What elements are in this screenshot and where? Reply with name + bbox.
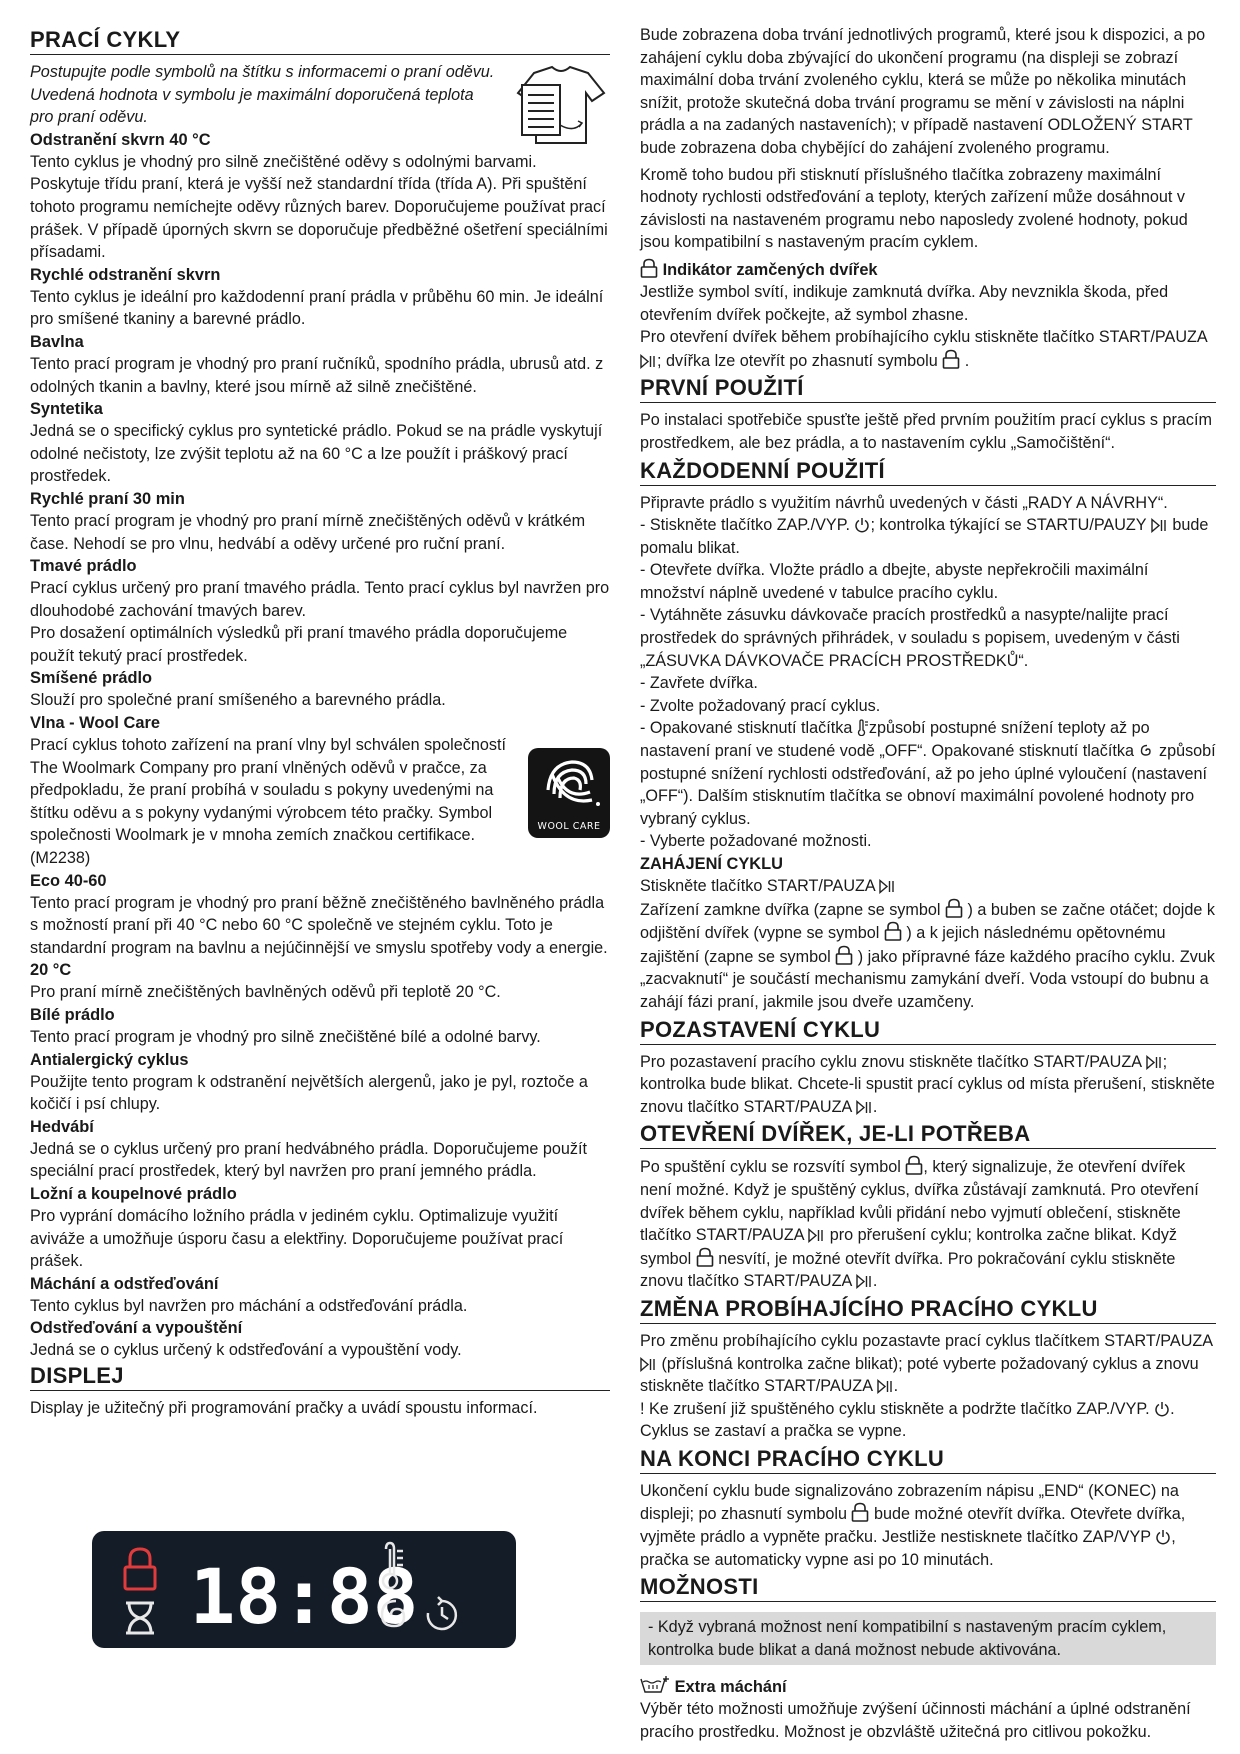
start-step (640, 875, 1216, 898)
start-step (640, 898, 1216, 1014)
spin-icon (1138, 743, 1154, 759)
woolmark-icon (528, 748, 610, 818)
wool-care-block (30, 712, 610, 870)
text-run: . (964, 351, 970, 370)
text-run: (příslušná kontrolka začne blikat); poté vyberte požadovaný cyklus a znovu stiskněte tlačítko START/PAUZA (640, 1354, 1199, 1396)
section-title-wash-cycles: PRACÍ CYKLY (30, 26, 610, 55)
program-text: Jedná se o cyklus určený k odstřeďování a vypouštění vody. (30, 1341, 462, 1360)
start-pause-icon (879, 879, 896, 894)
lock-icon (905, 1155, 923, 1175)
program-name: Hedvábí (30, 1117, 94, 1136)
lock-icon (942, 349, 960, 369)
text-run: , který signalizuje, že otevření dvířek není možné. Když je spuštěný cyklus, dvířka zůstávají zamknutá. Pro otevření dvířek během cyklu, například kvůli přidání nebo vyjmutí oblečení, stiskněte tlačítko START/PAUZA (640, 1158, 1199, 1245)
program-name: Odstranění skvrn 40 °C (30, 130, 211, 149)
daily-step: - Otevřete dvířka. Vložte prádlo a dbejte, abyste nepřekročili maximální množství náplně uvedené v tabulce pracího cyklu. (640, 561, 1149, 602)
daily-step: - Vyberte požadované možnosti. (640, 832, 872, 851)
program-name: Bílé prádlo (30, 1006, 115, 1024)
text-run: ; kontrolka týkající se STARTU/PAUZY (870, 516, 1147, 535)
program-text: Jedná se o cyklus určený pro praní hedvábného prádla. Doporučujeme použít speciální prací prostředek, který byl navržen pro praní jemného prádla. (30, 1139, 588, 1181)
text-run: - Opakované stisknutí tlačítka (640, 719, 853, 738)
display-panel-illustration (92, 1531, 516, 1648)
program-name: Antialergický cyklus (30, 1050, 189, 1069)
display-panel-svg (92, 1531, 516, 1648)
extra-rinse-label: Extra máchání (674, 1678, 787, 1697)
section-title-open-door: OTEVŘENÍ DVÍŘEK, JE-LI POTŘEBA (640, 1120, 1216, 1149)
program-name: Ložní a koupelnové prádlo (30, 1184, 237, 1203)
section-title-end-cycle: NA KONCI PRACÍHO CYKLU (640, 1445, 1216, 1474)
text-run: Ukončení cyklu bude signalizováno zobrazením nápisu „END“ (KONEC) na displeji; po zhasnutí symbolu (640, 1481, 1179, 1524)
text-run: způsobí postupné snížení teploty až po nastavení praní ve studené vodě „OFF“. Opakované stisknutí tlačítka (640, 719, 1150, 761)
program-text: Pro praní mírně znečištěných bavlněných oděvů při teplotě 20 °C. (30, 983, 501, 1002)
text-run: ) jako přípravné fáze každého pracího cyklu. Zvuk „zacvaknutí“ je součástí mechanismu zamykání dveří. Voda vstoupí do bubnu a zahájí fázi praní, jakmile jsou dveře uzamčeny. (640, 947, 1215, 1011)
program-name: Smíšené prádlo (30, 669, 153, 688)
text-run: . (872, 1272, 878, 1291)
text-run: . (893, 1377, 899, 1396)
left-column (30, 24, 610, 1420)
woolmark-text: WOOL CARE (537, 821, 601, 833)
program-name: Odstřeďování a vypouštění (30, 1319, 243, 1338)
text-run: bude možné otevřít dvířka. Otevřete dvířka, vyjměte prádlo a vypněte pračku. Jestliže nestisknete tlačítko ZAP/VYP (640, 1505, 1186, 1547)
lock-text-1: Jestliže symbol svítí, indikuje zamknutá dvířka. Aby nevznikla škoda, před otevřením dvířek počkejte, až symbol zhasne. (640, 282, 1169, 324)
daily-step: - Zavřete dvířka. (640, 674, 758, 693)
text-run: - Stiskněte tlačítko ZAP./VYP. (640, 516, 850, 535)
program-name: Vlna - Wool Care (30, 714, 160, 733)
program-name: Syntetika (30, 400, 103, 419)
power-icon (1154, 1401, 1170, 1417)
options-note: - Když vybraná možnost není kompatibilní s nastaveným pracím cyklem, kontrolka bude blikat a daná možnost nebude aktivována. (640, 1612, 1216, 1665)
lock-icon (945, 898, 963, 918)
start-pause-icon (1151, 518, 1168, 533)
text-run: , pračka se automaticky vypne asi po 10 minutách. (640, 1528, 1176, 1569)
lock-icon (696, 1247, 714, 1267)
text-run: . (872, 1097, 878, 1116)
start-pause-icon (1146, 1055, 1163, 1070)
program-name: Tmavé prádlo (30, 557, 137, 576)
program-name: Máchání a odstřeďování (30, 1274, 219, 1293)
program-name: Rychlé praní 30 min (30, 489, 185, 508)
shirt-label-icon (512, 63, 610, 147)
start-pause-icon (640, 1357, 657, 1372)
text-run: ) a buben se začne otáčet; dojde k odjištění dvířek (vypne se symbol (640, 900, 1215, 943)
display-info-text-2: Kromě toho budou při stisknutí příslušného tlačítka zobrazeny maximální hodnoty rychlosti odstřeďování a teploty, kterých zařízení může dosáhnout v závislosti na nastaveném programu nebo naposledy zvolené hodnoty, pokud jsou kompatibilní s nastaveným pracím cyklem. (640, 165, 1188, 252)
daily-step: - Zvolte požadovaný prací cyklus. (640, 696, 881, 715)
text-run: Pro otevření dvířek během probíhajícího cyklu stiskněte tlačítko START/PAUZA (640, 328, 1207, 347)
start-pause-icon (856, 1274, 873, 1289)
program-name: 20 °C (30, 961, 72, 980)
lock-indicator-label: Indikátor zamčených dvířek (662, 260, 878, 279)
text-run: Stiskněte tlačítko START/PAUZA (640, 877, 875, 895)
program-text: Prací cyklus určený pro praní tmavého prádla. Tento prací cyklus byl navržen pro dlouhodobé zachování tmavých barev. (30, 579, 610, 620)
section-title-options: MOŽNOSTI (640, 1573, 1216, 1602)
lock-icon (835, 945, 853, 965)
daily-step (640, 717, 1216, 830)
section-title-pause: POZASTAVENÍ CYKLU (640, 1016, 1216, 1045)
program-text: Tento cyklus je ideální pro každodenní praní prádla v průběhu 60 min. Je ideální pro smíšené tkaniny a barevné prádlo. (30, 287, 604, 329)
program-text: Použijte tento program k odstranění největších alergenů, jako je pyl, roztoče a kočičí i psí chlupy. (30, 1072, 588, 1114)
lock-text-2 (640, 326, 1216, 372)
start-cycle-title: ZAHÁJENÍ CYKLU (640, 855, 783, 873)
start-pause-icon (808, 1228, 825, 1243)
section-title-display: DISPLEJ (30, 1362, 610, 1391)
first-use-text: Po instalaci spotřebiče spusťte ještě před prvním použitím prací cyklus s pracím prostředkem, ale bez prádla, a to nastavením cyklu „Samočištění“. (640, 411, 1212, 452)
power-icon (1155, 1529, 1171, 1545)
lock-icon (125, 1549, 155, 1589)
extra-rinse-icon (640, 1675, 670, 1695)
program-text: Tento cyklus byl navržen pro máchání a odstřeďování prádla. (30, 1296, 468, 1315)
text-run: ; kontrolka bude blikat. Chcete-li spustit prací cyklus od místa přerušení, stiskněte znovu tlačítko START/PAUZA (640, 1052, 1215, 1116)
text-run: ) a k jejich následnému opětovnému zajištění (zapne se symbol (640, 924, 1166, 966)
right-column (640, 24, 1216, 1744)
program-name: Eco 40-60 (30, 871, 107, 890)
program-text: Tento cyklus je vhodný pro silně znečištěné oděvy s odolnými barvami. Poskytuje třídu praní, která je vyšší než standardní třída (třída A). Při spuštění tohoto programu nemíchejte oděvy různých barev. Doporučujeme používat prací prášek. V případě úporných skvrn se doporučuje předběžné ošetření speciálními přísadami. (30, 152, 608, 262)
daily-step: Připravte prádlo s využitím návrhů uvedených v části „RADY A NÁVRHY“. (640, 493, 1168, 512)
power-icon (854, 517, 870, 533)
program-name: Bavlna (30, 332, 84, 351)
program-text: Tento prací program je vhodný pro praní mírně znečištěných oděvů v krátkém čase. Nehodí se pro vlnu, hedvábí a oděvy určené pro ruční praní. (30, 511, 586, 553)
program-text: Slouží pro společné praní smíšeného a barevného prádla. (30, 691, 446, 710)
daily-step: - Vytáhněte zásuvku dávkovače pracích prostředků a nasypte/nalijte prací prostředek do správných přihrádek, v souladu s popisem, uvedeným v části „ZÁSUVKA DÁVKOVAČE PRACÍCH PROSTŘEDKŮ“. (640, 606, 1180, 670)
door-text (640, 1155, 1216, 1293)
extra-rinse-text: Výběr této možnosti umožňuje zvýšení účinnosti máchání a úplné odstranění pracího prostředku. Možnost je obzvláště užitečná pro citlivou pokožku. (640, 1700, 1191, 1742)
lock-indicator-title (640, 258, 1216, 281)
display-text: Display je užitečný při programování pračky a uvádí spoustu informací. (30, 1398, 538, 1417)
intro-block (30, 61, 610, 129)
program-list (30, 129, 610, 1362)
lock-icon (640, 258, 658, 278)
program-name: Rychlé odstranění skvrn (30, 265, 221, 284)
section-title-first-use: PRVNÍ POUŽITÍ (640, 374, 1216, 403)
lock-icon (884, 921, 902, 941)
text-run: Pro pozastavení pracího cyklu znovu stiskněte tlačítko START/PAUZA (640, 1052, 1142, 1071)
text-run: Pro změnu probíhajícího cyklu pozastavte prací cyklus tlačítkem START/PAUZA (640, 1331, 1213, 1350)
lock-icon (851, 1502, 869, 1522)
extra-rinse-title (640, 1675, 1216, 1698)
display-info-text: Bude zobrazena doba trvání jednotlivých programů, které jsou k dispozici, a po zahájení cyklu doba zbývající do ukončení programu (na displeji se zobrazí maximální doba trvání zvoleného cyklu, která se může po několika minutách snížit, protože skutečná doba trvání programu se mění v závislosti na náplni prádla a na zadaných nastaveních); v případě nastavení ODLOŽENÝ START bude zobrazena doba chybějící do zahájení zvoleného programu. (640, 26, 1206, 157)
program-text: Pro vyprání domácího ložního prádla v jediném cyklu. Optimalizuje využití aviváže a umožňuje úsporu času a elektřiny. Doporučujeme používat prací prášek. (30, 1206, 564, 1271)
text-run: ! Ke zrušení již spuštěného cyklu stiskněte a podržte tlačítko ZAP./VYP. (640, 1399, 1150, 1418)
end-text (640, 1480, 1216, 1571)
temperature-icon (857, 719, 869, 736)
change-text-2 (640, 1398, 1216, 1443)
start-pause-icon (640, 354, 657, 369)
program-text: Tento prací program je vhodný pro silně znečištěné bílé a odolné barvy. (30, 1028, 541, 1046)
display-digits: 18:88 (189, 1552, 419, 1641)
daily-step (640, 514, 1216, 559)
delay-timer-icon (428, 1597, 456, 1629)
program-text: Tento prací program je vhodný pro praní ručníků, spodního prádla, ubrusů atd. z odolných tkanin a bavlny, které jsou mírně až silně znečištěné. (30, 354, 604, 396)
program-text: Jedná se o specifický cyklus pro syntetické prádlo. Pokud se na prádle vyskytují odolné nečistoty, lze zvýšit teplotu až na 60 °C a lze použít i práškový prací prostředek. (30, 422, 603, 486)
hourglass-icon (126, 1603, 154, 1633)
text-run: Po spuštění cyklu se rozsvítí symbol (640, 1158, 901, 1177)
program-text: Tento prací program je vhodný pro praní běžně znečištěného bavlněného prádla s možností praní při 40 °C nebo 60 °C společně ve stejném cyklu. Toto je standardní program na bavlnu a nejúčinnější ve smyslu spotřeby vody a energie. (30, 893, 608, 957)
change-text (640, 1330, 1216, 1398)
woolmark-logo (528, 748, 610, 838)
intro-text: Postupujte podle symbolů na štítku s informacemi o praní oděvu. Uvedená hodnota v symbolu je maximální doporučená teplota pro praní oděvu. (30, 63, 495, 127)
start-pause-icon (877, 1379, 894, 1394)
program-text: Prací cyklus tohoto zařízení na praní vlny byl schválen společností The Woolmark Company pro praní vlněných oděvů v pračce, za předpokladu, že praní probíhá v souladu s pokyny uvedenými na štítku oděvu a s pokyny vydanými výrobcem této pračky. Symbol společnosti Woolmark je v mnoha zemích značkou certifikace. (M2238) (30, 736, 506, 868)
section-title-change-cycle: ZMĚNA PROBÍHAJÍCÍHO PRACÍHO CYKLU (640, 1295, 1216, 1324)
text-run: Zařízení zamkne dvířka (zapne se symbol (640, 900, 941, 919)
program-text: Pro dosažení optimálních výsledků při praní tmavého prádla doporučujeme použít tekutý prací prostředek. (30, 624, 568, 665)
pause-text (640, 1051, 1216, 1119)
text-run: nesvítí, je možné otevřít dvířka. Pro pokračování cyklu stiskněte znovu tlačítko START/PAUZA (640, 1249, 1176, 1291)
start-pause-icon (856, 1100, 873, 1115)
text-run: pro přerušení cyklu; kontrolka začne blikat. Když symbol (640, 1226, 1178, 1268)
text-run: ; dvířka lze otevřít po zhasnutí symbolu (657, 351, 938, 370)
text-run: způsobí postupné snížení rychlosti odstřeďování, až po jeho úplné vyloučení (nastavení „OFF“). Dalším stisknutím tlačítka se obnoví maximální povolené hodnoty pro vybraný cyklus. (640, 742, 1216, 828)
section-title-daily-use: KAŽDODENNÍ POUŽITÍ (640, 457, 1216, 486)
text-run: . Cyklus se zastaví a pračka se vypne. (640, 1399, 1175, 1441)
text-run: bude pomalu blikat. (640, 516, 1209, 557)
